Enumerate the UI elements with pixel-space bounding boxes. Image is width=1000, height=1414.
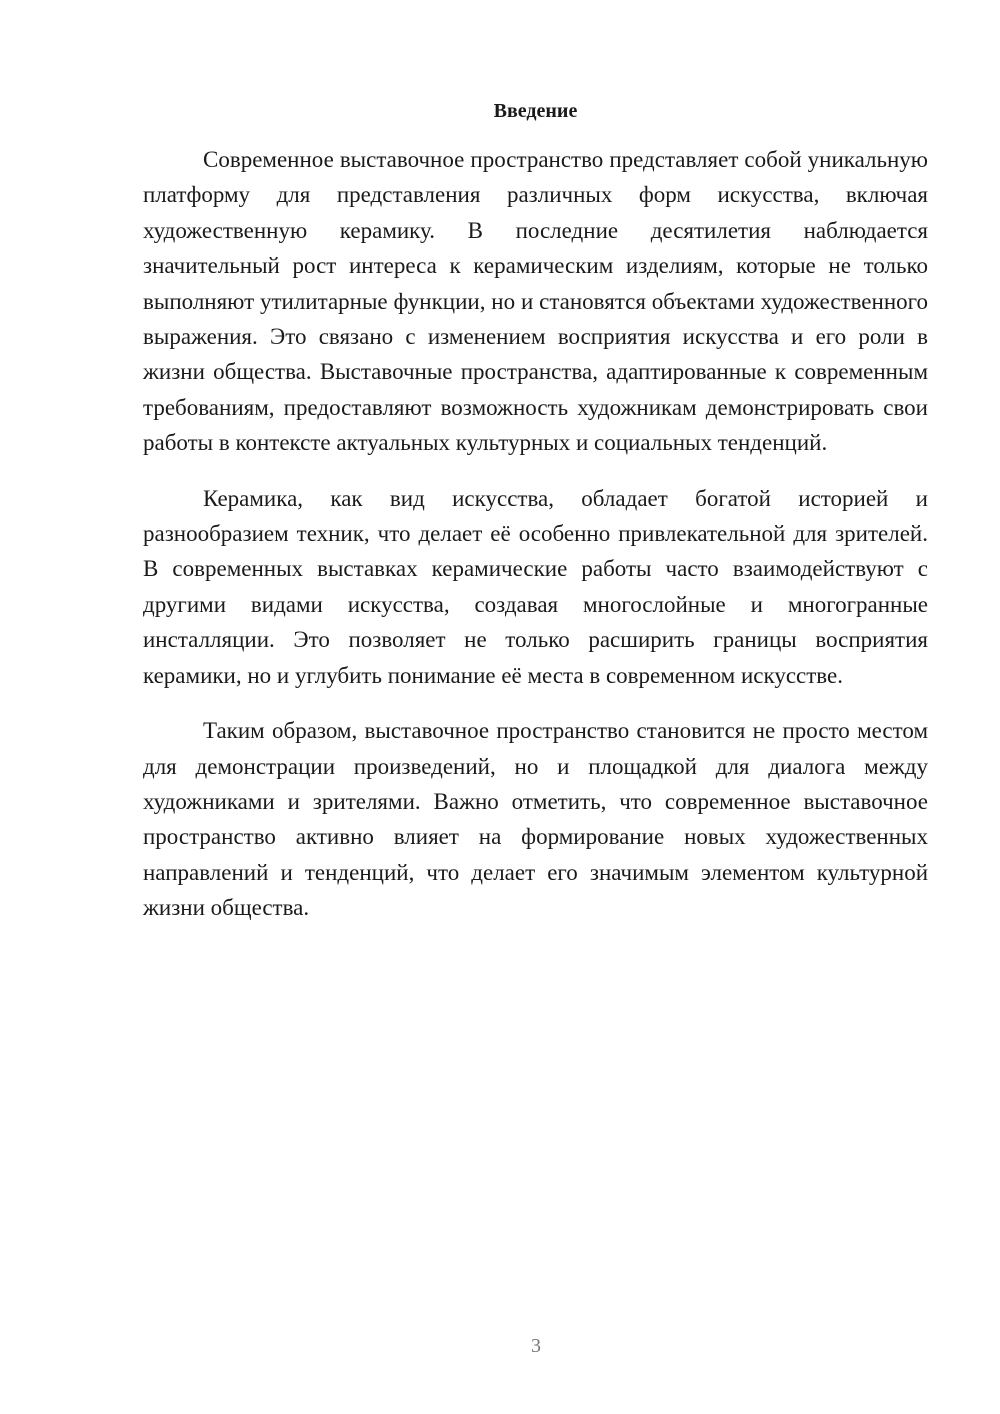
paragraph-2: Керамика, как вид искусства, обладает богатой историей и разнообразием техник, что делает её особенно привлекательной для зрителей. В современных выставках керамические работы часто взаимодействуют с другими видами искусства, создавая многослойные и многогранные инсталляции. Это позволяет не только расширить границы восприятия керамики, но и углубить понимание её места в современном искусстве. [143,485,928,688]
page-number: 3 [531,1335,541,1357]
section-heading: Введение [493,100,578,122]
paragraph-1: Современное выставочное пространство представляет собой уникальную платформу для представления различных форм искусства, включая художественную керамику. В последние десятилетия наблюдается значительный рост интереса к керамическим изделиям, которые не только выполняют утилитарные функции, но и становятся объектами художественного выражения. Это связано с изменением восприятия искусства и его роли в жизни общества. Выставочные пространства, адаптированные к современным требованиям, предоставляют возможность художникам демонстрировать свои работы в контексте актуальных культурных и социальных тенденций. [143,147,928,456]
paragraph-3: Таким образом, выставочное пространство становится не просто местом для демонстрации произведений, но и площадкой для диалога между художниками и зрителями. Важно отметить, что современное выставочное пространство активно влияет на формирование новых художественных направлений и тенденций, что делает его значимым элементом культурной жизни общества. [143,718,928,921]
body-text [143,142,928,946]
